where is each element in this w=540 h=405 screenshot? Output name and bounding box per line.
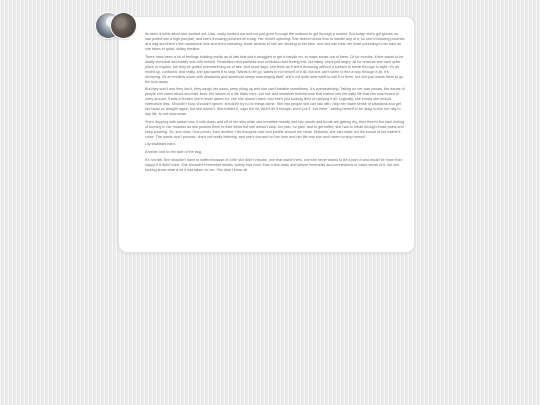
post-paragraph-3: But they won't and they don't, they weigh her down, keep piling up and she can't breathe sometimes. It's overwhelming. Taking on her own issues, the issues of people she cares about and their lives, the issues of a life that's hers, but not, and whatever bullshit from that leaked into her daily life that she was forced to carry around. It was a burden she's never asked for, one she doesn't want, and she's just fucking tired of carrying it all. Logically, she knows she should internalize less. Shouldn't bury, shouldn't ignore, shouldn't try to do things alone. She has people she can talk with, help her make sense of situations and get her head on straight again, but she doesn't. She bottles it, caps the lid. Won't let it escape, won't put it "out there", seeing herself to be okay, to live her day to day life, to not slow down. xyxy=(145,87,405,117)
author-avatar[interactable] xyxy=(111,13,136,38)
post-paragraph-5: Lily swallows hard. xyxy=(145,142,176,147)
avatar-group xyxy=(96,13,140,39)
post-paragraph-1: Its been a while since she worked out. Like, really worked out and not just gone through the motions to get through a routine. But today, she's got gloves on, hair pulled into a high ponytail, and she's throwing punches at a bag. Her mind's spinning. She doesn't know how to handle any of it, so she's throwing punches at a bag and there's the occasional kick and she's sweating, loose strands of hair are sticking to her face, and she can hear her heart pounding in her ears as she takes in quick, shaky breaths. xyxy=(145,32,405,51)
post-paragraph-2: There have been a lot of feelings building inside as of late that she's struggled to get a handle on, to make sense out of them. Or for months, if she wants to be totally technical and totally real with herself. Frustration and sadness and confusion and feeling lost, but lately, she's just angry; all for reasons she can't quite place or explain, but they've gotten overwhelming as of late. And most days, she feels as if she's drowning without a surface to break through in sight. It's all mixed up, confused, and really, she just wants it to stop. Wants to let go, wants to rid herself of it all, but she can't seem to find a way through it all. It's drowning, it's an endless maze with deadends and somehow keeps rearranging itself, she's not quite sure what to call it or them, but she just wants them to go the fuck away. xyxy=(145,54,404,84)
post-paragraph-7: It's not fair. She shouldn't have to suffer because of a life she didn't choose, one that wasn't hers, one she never asked to be a part of and would be more than happy if it didn't exist. She shouldn't remember details, barely had more than a few basic and simple memories and connections to make sense of it, but she fucking knew what a lot it had taken on her. She didn't know all xyxy=(145,157,403,172)
post-paragraph-4: She's dripping with sweat now, it rolls down and off of her skin while she breathes heavily and her mouth and throat are getting dry, then there's the faint feeling of burning in her muscles as she pushes them to their limits but she doesn't stop. No pain, no gain, and to get better, she had to break through those pains and keep pushing. So, she does. One punch, then another. Her thoughts race and jumble around her head. Distantly, she can make out the sound of her trainer's voice. The words don't process, she's not really listening, and she's focused on her form and her life and she can't seem to stop herself. xyxy=(145,119,405,139)
post-paragraph-6: Another lock to the side of the bag. xyxy=(145,149,202,154)
post-body xyxy=(145,32,405,248)
post-card xyxy=(119,17,414,252)
